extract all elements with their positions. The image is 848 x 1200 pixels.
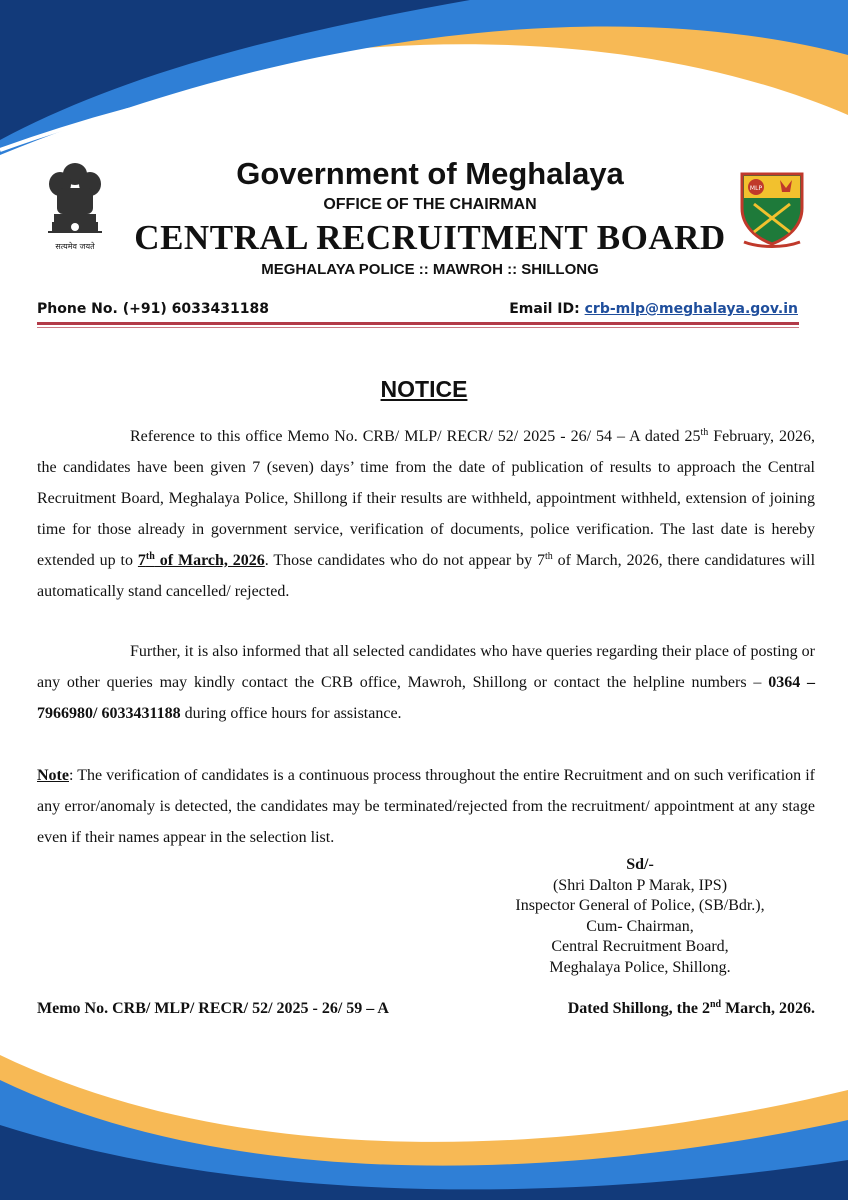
email-line [509, 301, 798, 317]
notice-note: Note: The verification of candidates is a continuous process throughout the entire Recruitment and on such verification if any error/anomaly is detected, the candidates may be terminated/rejected from the recruitment/ appointment at any stage even if their names appear in the selection list. [37, 767, 815, 846]
signature-block [490, 855, 790, 978]
signatory-board: Central Recruitment Board, [551, 938, 729, 955]
note-label: Note [37, 767, 69, 784]
office-address: MEGHALAYA POLICE :: MAWROH :: SHILLONG [261, 261, 599, 278]
bottom-wave-decoration [0, 1030, 848, 1200]
top-wave-decoration [0, 0, 848, 170]
helpline-numbers: 0364 – 7966980/ 6033431188 [37, 674, 816, 722]
deadline-date: 7th of March, 2026 [137, 551, 265, 569]
signatory-role: Cum- Chairman, [586, 917, 694, 935]
signatory-location: Meghalaya Police, Shillong. [549, 958, 731, 976]
signatory-name: (Shri Dalton P Marak, IPS) [552, 876, 728, 894]
email-label: Email ID: [509, 301, 585, 317]
header-divider-thin [37, 327, 799, 328]
signatory-designation: Inspector General of Police, (SB/Bdr.), [515, 897, 765, 914]
email-link[interactable]: crb-mlp@meghalaya.gov.in [584, 301, 798, 317]
header-divider [37, 322, 799, 325]
signature-sd: Sd/- [626, 856, 654, 873]
dated-line: Dated Shillong, the 2nd March, 2026. [567, 999, 815, 1017]
emblem-motto: सत्यमेव जयते [55, 242, 95, 251]
notice-title: NOTICE [380, 376, 468, 402]
government-title: Government of Meghalaya [236, 156, 624, 191]
phone-number: Phone No. (+91) 6033431188 [37, 301, 270, 317]
board-title: CENTRAL RECRUITMENT BOARD [134, 218, 726, 257]
office-title: OFFICE OF THE CHAIRMAN [323, 196, 537, 213]
notice-paragraph-1: Reference to this office Memo No. CRB/ MLP/ RECR/ 52/ 2025 - 26/ 54 – A dated 25th February, 2026, the candidates have been given 7 (seven) days’ time from the date of publication of results to approach the Central Recruitment Board, Meghalaya Police, Shillong if their results are withheld, appointment withheld, extension of joining time for those already in government service, verification of documents, police verification. The last date is hereby extended up to 7th of March, 2026. Those candidates who do not appear by 7th of March, 2026, there candidatures will automatically stand cancelled/ rejected. [37, 427, 816, 600]
notice-paragraph-2: Further, it is also informed that all selected candidates who have queries regarding their place of posting or any other queries may kindly contact the CRB office, Mawroh, Shillong or contact the helpline numbers – 0364 – 7966980/ 6033431188 during office hours for assistance. [37, 643, 816, 722]
logo-text: MLP [749, 185, 763, 192]
memo-number: Memo No. CRB/ MLP/ RECR/ 52/ 2025 - 26/ 59 – A [37, 1000, 389, 1017]
